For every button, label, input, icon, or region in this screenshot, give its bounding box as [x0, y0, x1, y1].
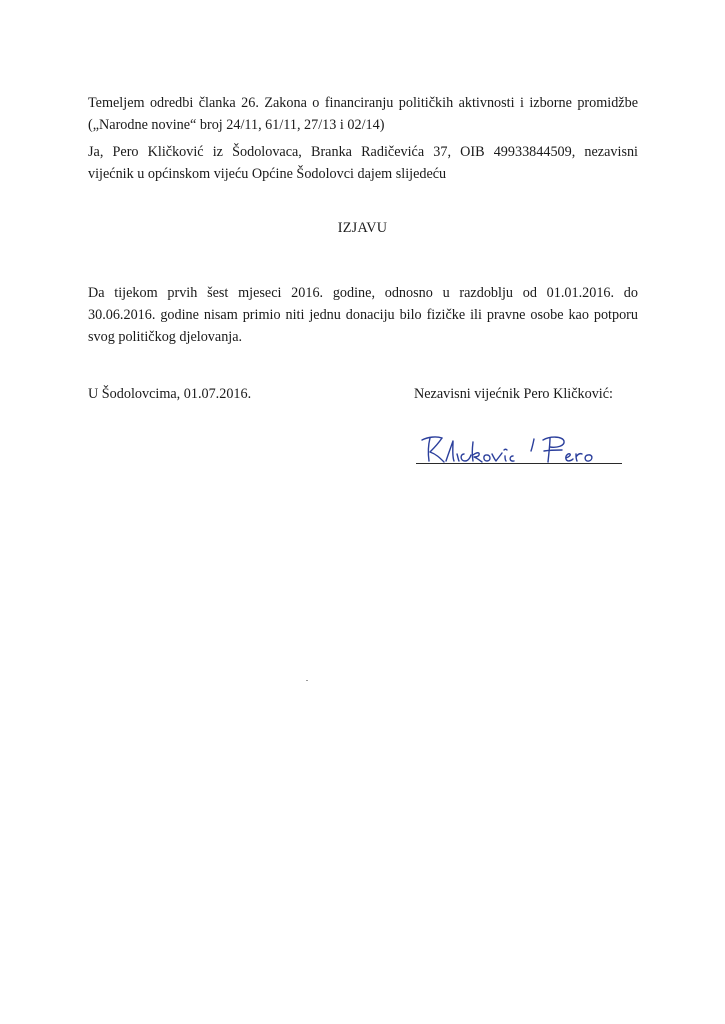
declarant-line-1: Ja, Pero Kličković iz Šodolovaca, Branka Radičevića 37, OIB 49933844509, nezavisni [88, 144, 638, 160]
statement-paragraph [88, 282, 638, 348]
signature-line [416, 463, 622, 464]
declarant-paragraph [88, 141, 638, 185]
document-heading: IZJAVU [337, 220, 388, 236]
signer-label: Nezavisni vijećnik Pero Kličković: [414, 386, 613, 402]
scan-speck [306, 680, 308, 681]
legal-basis-line-2: („Narodne novine“ broj 24/11, 61/11, 27/13 i 02/14) [88, 117, 385, 133]
statement-line-1: Da tijekom prvih šest mjeseci 2016. godine, odnosno u razdoblju od 01.01.2016. do [88, 285, 638, 301]
legal-basis-line-1: Temeljem odredbi članka 26. Zakona o financiranju političkih aktivnosti i izborne promidžbe [88, 95, 638, 111]
statement-line-2: 30.06.2016. godine nisam primio niti jednu donaciju bilo fizičke ili pravne osobe kao potporu [88, 307, 638, 323]
declarant-line-2: vijećnik u općinskom vijeću Općine Šodolovci dajem slijedeću [88, 166, 447, 182]
legal-basis-paragraph [88, 92, 638, 136]
handwritten-signature [416, 428, 622, 472]
place-and-date: U Šodolovcima, 01.07.2016. [88, 386, 252, 402]
statement-line-3: svog političkog djelovanja. [88, 329, 243, 345]
